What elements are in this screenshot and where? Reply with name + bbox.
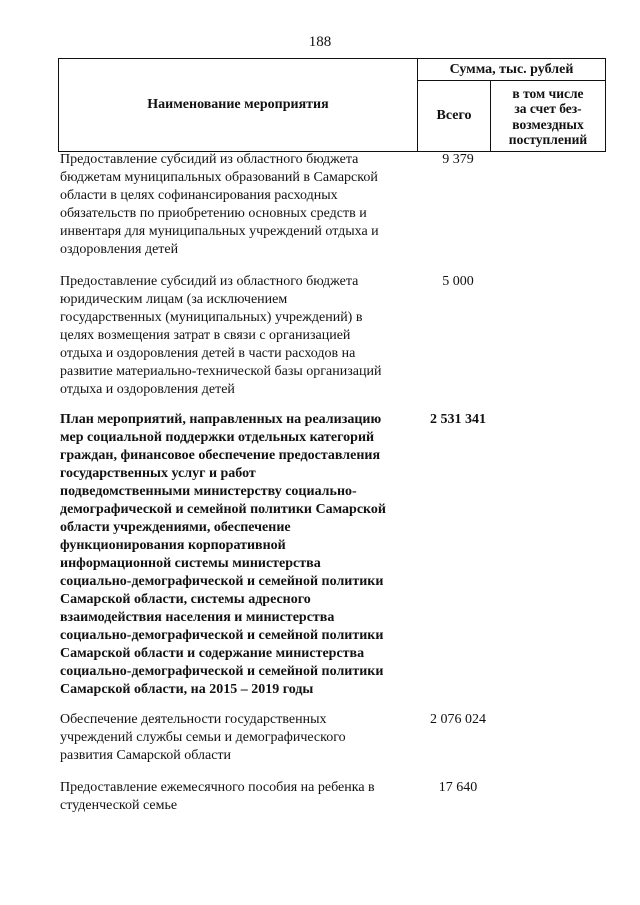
column-header-sum: Сумма, тыс. рублей (418, 59, 605, 81)
row-total-value: 17 640 (438, 780, 478, 795)
row-title-line: социально-демографической и семейной политики (60, 574, 384, 589)
row-title-line: развития Самарской области (60, 748, 232, 763)
row-title-line: информационной системы министерства (60, 556, 321, 571)
row-title-line: Самарской области и содержание министерства (60, 646, 365, 661)
row-title-line: области учреждениями, обеспечение (60, 520, 291, 535)
row-title-line: бюджетам муниципальных образований в Самарской (60, 170, 378, 185)
table-row (60, 273, 606, 399)
row-title-line: инвентаря для муниципальных учреждений отдыха и (60, 224, 379, 239)
row-title-line: развитие материально-технической базы организаций (60, 364, 382, 379)
row-title-line: мер социальной поддержки отдельных категорий (60, 430, 375, 445)
row-title-line: функционирования корпоративной (60, 538, 286, 553)
column-header-free-line: поступлений (508, 132, 588, 147)
row-title-line: Предоставление субсидий из областного бюджета (60, 274, 359, 289)
table-row (60, 711, 606, 765)
column-header-free-line: возмездных (512, 116, 584, 132)
row-title-line: оздоровления детей (60, 242, 179, 257)
row-title (60, 779, 414, 815)
row-total-value: 2 076 024 (430, 712, 486, 727)
row-title-line: подведомственными министерству социально- (60, 484, 357, 499)
row-total-value: 9 379 (442, 152, 474, 167)
row-title-line: Самарской области, на 2015 – 2019 годы (60, 682, 314, 697)
row-title-line: государственных (муниципальных) учреждений) в (60, 310, 363, 325)
table-header (58, 58, 606, 152)
row-title (60, 411, 414, 699)
row-title-line: социально-демографической и семейной политики (60, 664, 384, 679)
row-title-line: студенческой семье (60, 798, 178, 813)
row-title-line: взаимодействия населения и министерства (60, 610, 335, 625)
row-title (60, 711, 414, 765)
table-body (60, 151, 606, 815)
row-title-line: целях возмещения затрат в связи с организацией (60, 328, 351, 343)
column-header-name: Наименование мероприятия (59, 59, 418, 151)
row-title-line: граждан, финансовое обеспечение предоставления (60, 448, 381, 463)
row-title-line: Самарской области, системы адресного (60, 592, 311, 607)
row-title-line: области в целях софинансирования расходных (60, 188, 338, 203)
row-title-line: Обеспечение деятельности государственных (60, 712, 327, 727)
row-title (60, 151, 414, 259)
row-title-line: юридическим лицам (за исключением (60, 292, 288, 307)
row-title (60, 273, 414, 399)
row-title-line: обязательств по приобретению основных средств и (60, 206, 367, 221)
row-title-line: отдыха и оздоровления детей в части расходов на (60, 346, 356, 361)
row-title-line: демографической и семейной политики Самарской (60, 502, 386, 517)
column-header-total: Всего (418, 81, 491, 151)
table-row (60, 411, 606, 699)
row-title-line: учреждений службы семьи и демографического (60, 730, 346, 745)
table-row (60, 151, 606, 259)
row-total-value: 2 531 341 (430, 412, 486, 427)
column-header-free-line: в том числе (512, 85, 584, 101)
table-row (60, 779, 606, 815)
page-number: 188 (308, 34, 332, 50)
column-header-free-receipts (491, 81, 605, 151)
row-title-line: План мероприятий, направленных на реализацию (60, 412, 382, 427)
row-total-value: 5 000 (442, 274, 474, 289)
row-title-line: государственных услуг и работ (60, 466, 256, 481)
row-title-line: Предоставление субсидий из областного бюджета (60, 152, 359, 167)
row-title-line: отдыха и оздоровления детей (60, 382, 235, 397)
row-title-line: Предоставление ежемесячного пособия на ребенка в (60, 780, 375, 795)
column-header-free-line: за счет без- (514, 101, 582, 116)
row-title-line: социально-демографической и семейной политики (60, 628, 384, 643)
